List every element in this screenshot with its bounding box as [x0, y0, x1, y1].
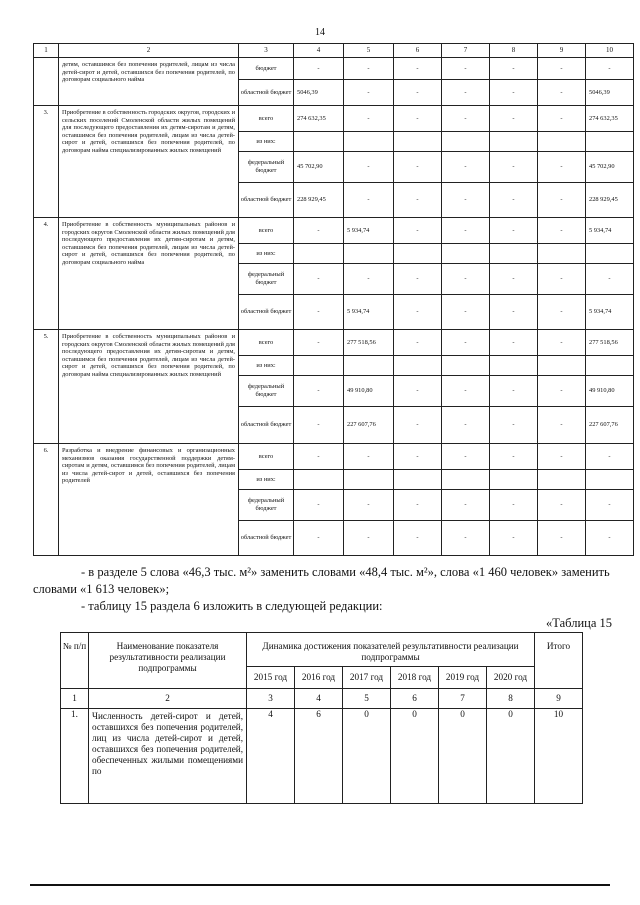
budget-label: всего [239, 218, 294, 244]
budget-label: федеральный бюджет [239, 376, 294, 407]
value-2018: - [442, 264, 490, 295]
value-2017: - [394, 521, 442, 556]
value-total: 228 929,45 [586, 183, 634, 218]
indicator-value: 4 [247, 709, 295, 804]
value-2015: - [294, 330, 344, 356]
budget-label: федеральный бюджет [239, 490, 294, 521]
paragraph-section5-text: - в разделе 5 слова «46,3 тыс. м²» заменить словами «48,4 тыс. м²», слова «1 460 человек» заменить словами «1 613 человек»; [33, 565, 610, 596]
budget-label: областной бюджет [239, 80, 294, 106]
value-2019: - [490, 407, 538, 444]
budget-label: из них: [239, 244, 294, 264]
value-2017: - [394, 80, 442, 106]
funding-table [33, 43, 634, 556]
value-2019: - [490, 264, 538, 295]
indicator-value: 6 [295, 709, 343, 804]
value-total: 227 607,76 [586, 407, 634, 444]
value-2018: - [442, 330, 490, 356]
header-dynamics: Динамика достижения показателей результативности реализации подпрограммы [247, 633, 535, 667]
value-2020: - [538, 295, 586, 330]
year-header: 2016 год [295, 667, 343, 689]
indicator-value: 0 [391, 709, 439, 804]
value-2019 [490, 470, 538, 490]
column-number: 8 [490, 44, 538, 58]
value-2017: - [394, 490, 442, 521]
column-number: 6 [391, 689, 439, 709]
column-number: 7 [439, 689, 487, 709]
value-2015: - [294, 58, 344, 80]
budget-label: федеральный бюджет [239, 152, 294, 183]
page-number: 14 [315, 27, 325, 38]
column-number: 10 [586, 44, 634, 58]
value-2019: - [490, 152, 538, 183]
column-number: 2 [89, 689, 247, 709]
column-number: 9 [535, 689, 583, 709]
column-number: 9 [538, 44, 586, 58]
value-2016: - [344, 183, 394, 218]
value-2017 [394, 244, 442, 264]
value-2015: - [294, 295, 344, 330]
indicator-value: 0 [439, 709, 487, 804]
footer-rule [30, 884, 610, 886]
value-2020: - [538, 521, 586, 556]
indicator-value: 0 [487, 709, 535, 804]
value-2019: - [490, 376, 538, 407]
year-header: 2017 год [343, 667, 391, 689]
value-2020: - [538, 407, 586, 444]
value-2017: - [394, 330, 442, 356]
value-total: - [586, 444, 634, 470]
value-2019: - [490, 330, 538, 356]
value-2016 [344, 470, 394, 490]
value-2017: - [394, 407, 442, 444]
column-number: 3 [247, 689, 295, 709]
value-2015: 5046,39 [294, 80, 344, 106]
value-2018: - [442, 218, 490, 244]
row-number [34, 58, 59, 106]
value-2016 [344, 132, 394, 152]
row-description: Разработка и внедрение финансовых и организационных механизмов оказания государственной поддержки детям-сиротам и детям, оставшимся без попечения родителей, лицам из числа детей-сирот и детей, оставшихся без попечения родителей [59, 444, 239, 556]
budget-label: всего [239, 330, 294, 356]
value-2020: - [538, 152, 586, 183]
budget-label: всего [239, 106, 294, 132]
row-number: 3. [34, 106, 59, 218]
value-2020 [538, 356, 586, 376]
value-2016: - [344, 521, 394, 556]
value-2017: - [394, 376, 442, 407]
table-caption: «Таблица 15 [546, 616, 612, 630]
value-2016 [344, 356, 394, 376]
value-2018: - [442, 490, 490, 521]
value-2019: - [490, 490, 538, 521]
budget-label: областной бюджет [239, 407, 294, 444]
indicator-value: 0 [343, 709, 391, 804]
value-2016: - [344, 106, 394, 132]
budget-label: областной бюджет [239, 183, 294, 218]
value-2019 [490, 244, 538, 264]
value-total: - [586, 490, 634, 521]
value-2020: - [538, 264, 586, 295]
paragraph-section5 [33, 564, 611, 598]
value-2016: - [344, 444, 394, 470]
value-2015: - [294, 490, 344, 521]
column-number: 8 [487, 689, 535, 709]
value-2016: 5 934,74 [344, 218, 394, 244]
value-2020: - [538, 183, 586, 218]
column-number: 5 [344, 44, 394, 58]
value-2019: - [490, 80, 538, 106]
value-2018 [442, 356, 490, 376]
value-2016: 277 518,56 [344, 330, 394, 356]
value-2020: - [538, 376, 586, 407]
value-2016: - [344, 58, 394, 80]
column-number: 7 [442, 44, 490, 58]
header-total: Итого [535, 633, 583, 689]
value-2015: - [294, 407, 344, 444]
header-indicator-name: Наименование показателя результативности реализации подпрограммы [89, 633, 247, 689]
value-2015 [294, 244, 344, 264]
row-number: 5. [34, 330, 59, 444]
value-2017 [394, 470, 442, 490]
budget-label: всего [239, 444, 294, 470]
value-2017: - [394, 295, 442, 330]
year-header: 2018 год [391, 667, 439, 689]
budget-label: областной бюджет [239, 521, 294, 556]
value-2018 [442, 132, 490, 152]
value-2020: - [538, 58, 586, 80]
value-2017: - [394, 152, 442, 183]
value-2015: - [294, 376, 344, 407]
value-2015: 228 929,45 [294, 183, 344, 218]
header-num: № п/п [61, 633, 89, 689]
value-2018: - [442, 407, 490, 444]
value-total: 274 632,35 [586, 106, 634, 132]
value-2020: - [538, 80, 586, 106]
value-2019: - [490, 521, 538, 556]
year-header: 2015 год [247, 667, 295, 689]
value-2019: - [490, 444, 538, 470]
column-number: 1 [34, 44, 59, 58]
value-2018: - [442, 80, 490, 106]
value-2016: - [344, 152, 394, 183]
value-2018: - [442, 521, 490, 556]
indicator-total: 10 [535, 709, 583, 804]
budget-label: из них: [239, 356, 294, 376]
value-total: 5 934,74 [586, 295, 634, 330]
column-number: 3 [239, 44, 294, 58]
value-2019: - [490, 106, 538, 132]
value-total: 5 934,74 [586, 218, 634, 244]
value-total [586, 356, 634, 376]
budget-label: из них: [239, 470, 294, 490]
budget-label: бюджет [239, 58, 294, 80]
value-total: 277 518,56 [586, 330, 634, 356]
value-2015: - [294, 264, 344, 295]
value-2016 [344, 244, 394, 264]
value-2018: - [442, 58, 490, 80]
value-2018: - [442, 295, 490, 330]
column-number: 2 [59, 44, 239, 58]
row-number: 6. [34, 444, 59, 556]
value-2016: 5 934,74 [344, 295, 394, 330]
value-2020: - [538, 330, 586, 356]
paragraph-table15-text: - таблицу 15 раздела 6 изложить в следующей редакции: [81, 599, 383, 613]
value-total: - [586, 264, 634, 295]
value-2017: - [394, 183, 442, 218]
column-number: 5 [343, 689, 391, 709]
value-2017 [394, 356, 442, 376]
value-2016: 227 607,76 [344, 407, 394, 444]
value-2015 [294, 470, 344, 490]
value-2015: - [294, 521, 344, 556]
value-2019: - [490, 295, 538, 330]
value-2016: - [344, 490, 394, 521]
value-2016: - [344, 80, 394, 106]
value-2020: - [538, 490, 586, 521]
value-2019: - [490, 183, 538, 218]
column-number: 6 [394, 44, 442, 58]
column-number: 1 [61, 689, 89, 709]
value-2015: 274 632,35 [294, 106, 344, 132]
budget-label: из них: [239, 132, 294, 152]
value-2020: - [538, 218, 586, 244]
row-description: детям, оставшимся без попечения родителей, лицам из числа детей-сирот и детей, оставшихся без попечения родителей, по договорам социального найма [59, 58, 239, 106]
value-2015: - [294, 218, 344, 244]
value-2017 [394, 132, 442, 152]
year-header: 2019 год [439, 667, 487, 689]
value-2020 [538, 244, 586, 264]
value-2018: - [442, 376, 490, 407]
value-2017: - [394, 218, 442, 244]
value-2017: - [394, 264, 442, 295]
row-description: Приобретение в собственность муниципальных районов и городских округов Смоленской области жилых помещений для последующего предоставления их детям-сиротам и детям, оставшимся без попечения родителей, лицам из числа детей-сирот и детей, оставшихся без попечения родителей, по договорам найма специализированных жилых помещений [59, 330, 239, 444]
value-2018: - [442, 444, 490, 470]
value-2017: - [394, 106, 442, 132]
value-2020: - [538, 106, 586, 132]
row-number: 4. [34, 218, 59, 330]
budget-label: федеральный бюджет [239, 264, 294, 295]
row-description: Приобретение в собственность муниципальных районов и городских округов Смоленской области жилых помещений для последующего предоставления их детям-сиротам и детям, оставшимся без попечения родителей, лицам из числа детей-сирот и детей, оставшихся без попечения родителей, по договорам социального найма [59, 218, 239, 330]
value-2018: - [442, 152, 490, 183]
value-2015 [294, 132, 344, 152]
row-number: 1. [61, 709, 89, 804]
value-2020 [538, 470, 586, 490]
value-2015: 45 702,90 [294, 152, 344, 183]
column-number: 4 [294, 44, 344, 58]
value-2019: - [490, 218, 538, 244]
value-total [586, 244, 634, 264]
value-2017: - [394, 58, 442, 80]
value-total: - [586, 58, 634, 80]
value-2017: - [394, 444, 442, 470]
value-2018 [442, 470, 490, 490]
value-2019 [490, 356, 538, 376]
paragraph-table15 [33, 598, 611, 615]
indicators-table [60, 632, 583, 804]
value-total: 45 702,90 [586, 152, 634, 183]
value-2020 [538, 132, 586, 152]
column-number: 4 [295, 689, 343, 709]
value-2020: - [538, 444, 586, 470]
value-2016: - [344, 264, 394, 295]
value-total [586, 132, 634, 152]
value-2018: - [442, 106, 490, 132]
value-2015: - [294, 444, 344, 470]
value-2018 [442, 244, 490, 264]
value-total: 49 910,80 [586, 376, 634, 407]
value-2016: 49 910,80 [344, 376, 394, 407]
row-description: Приобретение в собственность городских округов, городских и сельских поселений Смоленской области жилых помещений для последующего предоставления их детям-сиротам и детям, оставшимся без попечения родителей, лицам из числа детей-сирот и детей, оставшихся без попечения родителей, по договорам найма специализированных жилых помещений [59, 106, 239, 218]
indicator-description: Численность детей-сирот и детей, оставшихся без попечения родителей, лиц из числа детей-сирот и детей, оставшихся без попечения родителей, обеспеченных жилыми помещениями по [89, 709, 247, 804]
value-total [586, 470, 634, 490]
value-2019 [490, 132, 538, 152]
value-2019: - [490, 58, 538, 80]
value-total: - [586, 521, 634, 556]
value-total: 5046,39 [586, 80, 634, 106]
value-2018: - [442, 183, 490, 218]
budget-label: областной бюджет [239, 295, 294, 330]
year-header: 2020 год [487, 667, 535, 689]
value-2015 [294, 356, 344, 376]
